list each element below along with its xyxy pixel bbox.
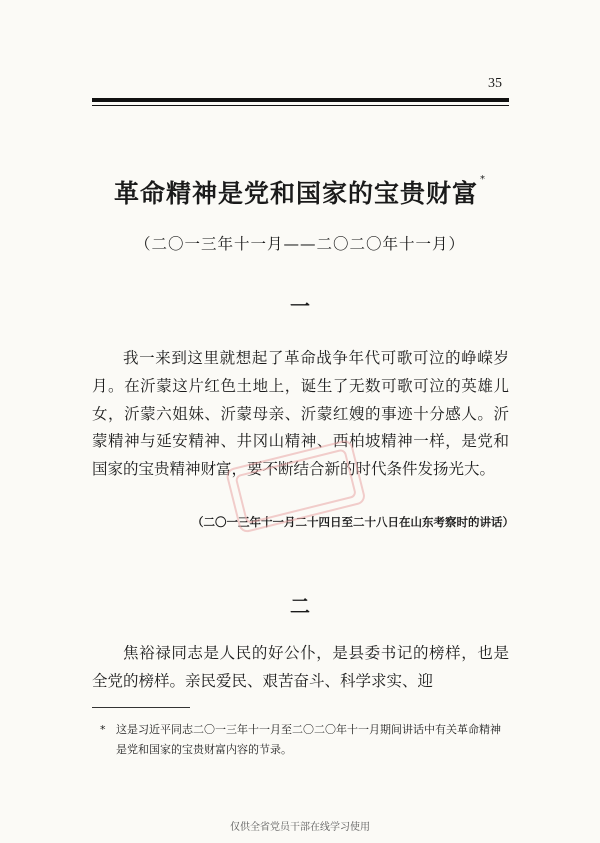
title-text: 革命精神是党和国家的宝贵财富 (113, 179, 478, 208)
footer-notice: 仅供全省党员干部在线学习使用 (230, 822, 370, 833)
section-number-2: 二 (290, 594, 310, 618)
footnote-text: 这是习近平同志二〇一三年十一月至二〇二〇年十一月期间讲话中有关革命精神是党和国家的宝贵财富内容的节录。 (116, 723, 501, 756)
section-2-paragraph: 焦裕禄同志是人民的好公仆，是县委书记的榜样，也是全党的榜样。亲民爱民、艰苦奋斗、科学求实、迎 (92, 644, 509, 690)
section-number-1: 一 (290, 294, 310, 318)
section-1-paragraph: 我一来到这里就想起了革命战争年代可歌可泣的峥嵘岁月。在沂蒙这片红色土地上，诞生了无数可歌可泣的英雄儿女，沂蒙六姐妹、沂蒙母亲、沂蒙红嫂的事迹十分感人。沂蒙精神与延安精神、井冈山精神、西柏坡精神一样，是党和国家的宝贵精神财富，要不断结合新的时代条件发扬光大。 (92, 349, 509, 479)
section-1-citation: （二〇一三年十一月二十四日至二十八日在山东考察时的讲话） (192, 515, 514, 529)
footnote-mark: * (100, 723, 106, 736)
page-number: 35 (488, 76, 502, 91)
title-footnote-mark: * (480, 174, 486, 185)
header-rule-thin (92, 105, 509, 106)
footnote (100, 720, 508, 760)
header-rule-thick (92, 98, 509, 102)
article-title (0, 174, 600, 210)
footnote-rule (92, 707, 190, 708)
red-stamp-watermark (220, 440, 375, 535)
date-range-subtitle: （二〇一三年十一月——二〇二〇年十一月） (134, 235, 465, 253)
